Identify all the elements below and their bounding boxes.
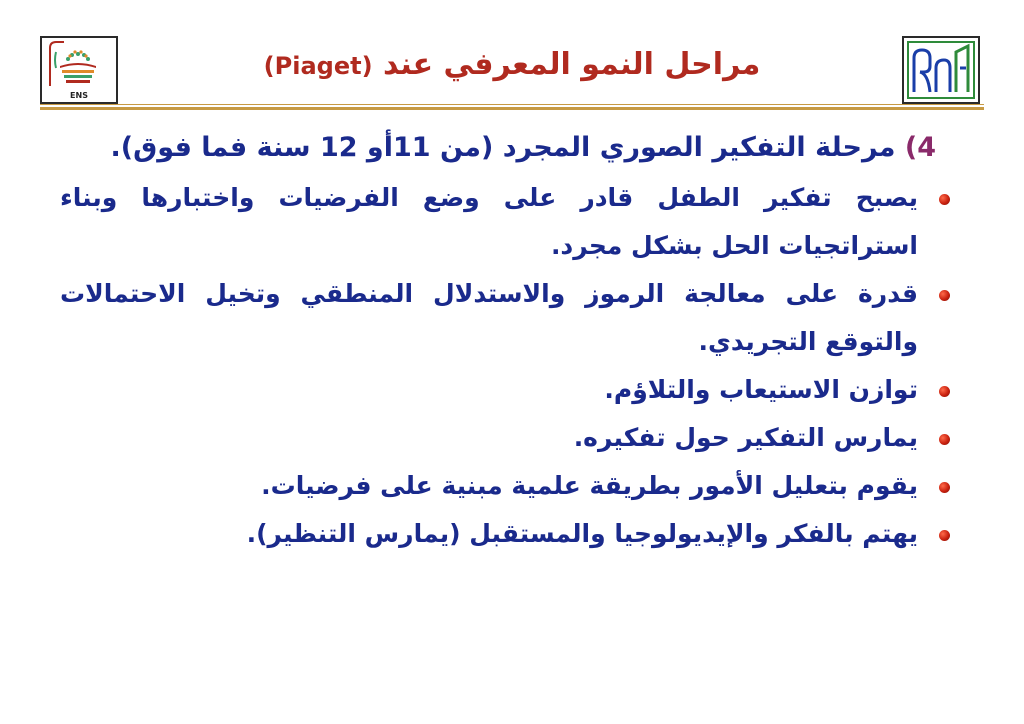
- ens-logo-text: ENS: [70, 91, 88, 100]
- list-item-text: توازن الاستيعاب والتلاؤم.: [604, 375, 918, 404]
- header-divider-thin: [40, 104, 984, 105]
- header-divider-thick: [40, 107, 984, 110]
- list-item-text: يصبح تفكير الطفل قادر على وضع الفرضيات واختبارها وبناء استراتجيات الحل بشكل مجرد.: [60, 183, 918, 260]
- red-ball-bullet-icon: [939, 434, 950, 445]
- red-ball-bullet-icon: [939, 290, 950, 301]
- list-item: [60, 270, 954, 366]
- list-item-text: يمارس التفكير حول تفكيره.: [573, 423, 918, 452]
- section-heading-text: مرحلة التفكير الصوري المجرد (من 11أو 12 سنة فما فوق).: [110, 132, 896, 163]
- list-item-text: يهتم بالفكر والإيديولوجيا والمستقبل (يمارس التنظير).: [246, 519, 918, 548]
- red-ball-bullet-icon: [939, 386, 950, 397]
- red-ball-bullet-icon: [939, 530, 950, 541]
- section-heading: [60, 130, 954, 166]
- list-item: [60, 414, 954, 462]
- red-ball-bullet-icon: [939, 482, 950, 493]
- page-title: [130, 47, 894, 82]
- list-item: [60, 366, 954, 414]
- university-logo-icon: [902, 36, 980, 104]
- ens-logo-icon: [40, 36, 118, 104]
- list-item-text: قدرة على معالجة الرموز والاستدلال المنطقي وتخيل الاحتمالات والتوقع التجريدي.: [60, 279, 918, 356]
- section-number: 4): [904, 132, 936, 163]
- slide-content: [60, 130, 954, 558]
- red-ball-bullet-icon: [939, 194, 950, 205]
- title-latin: (Piaget): [263, 52, 373, 80]
- list-item: [60, 462, 954, 510]
- list-item: [60, 510, 954, 558]
- title-arabic: مراحل النمو المعرفي عند: [383, 47, 761, 82]
- bullet-list: [60, 174, 954, 558]
- list-item-text: يقوم بتعليل الأمور بطريقة علمية مبنية على فرضيات.: [261, 471, 918, 500]
- list-item: [60, 174, 954, 270]
